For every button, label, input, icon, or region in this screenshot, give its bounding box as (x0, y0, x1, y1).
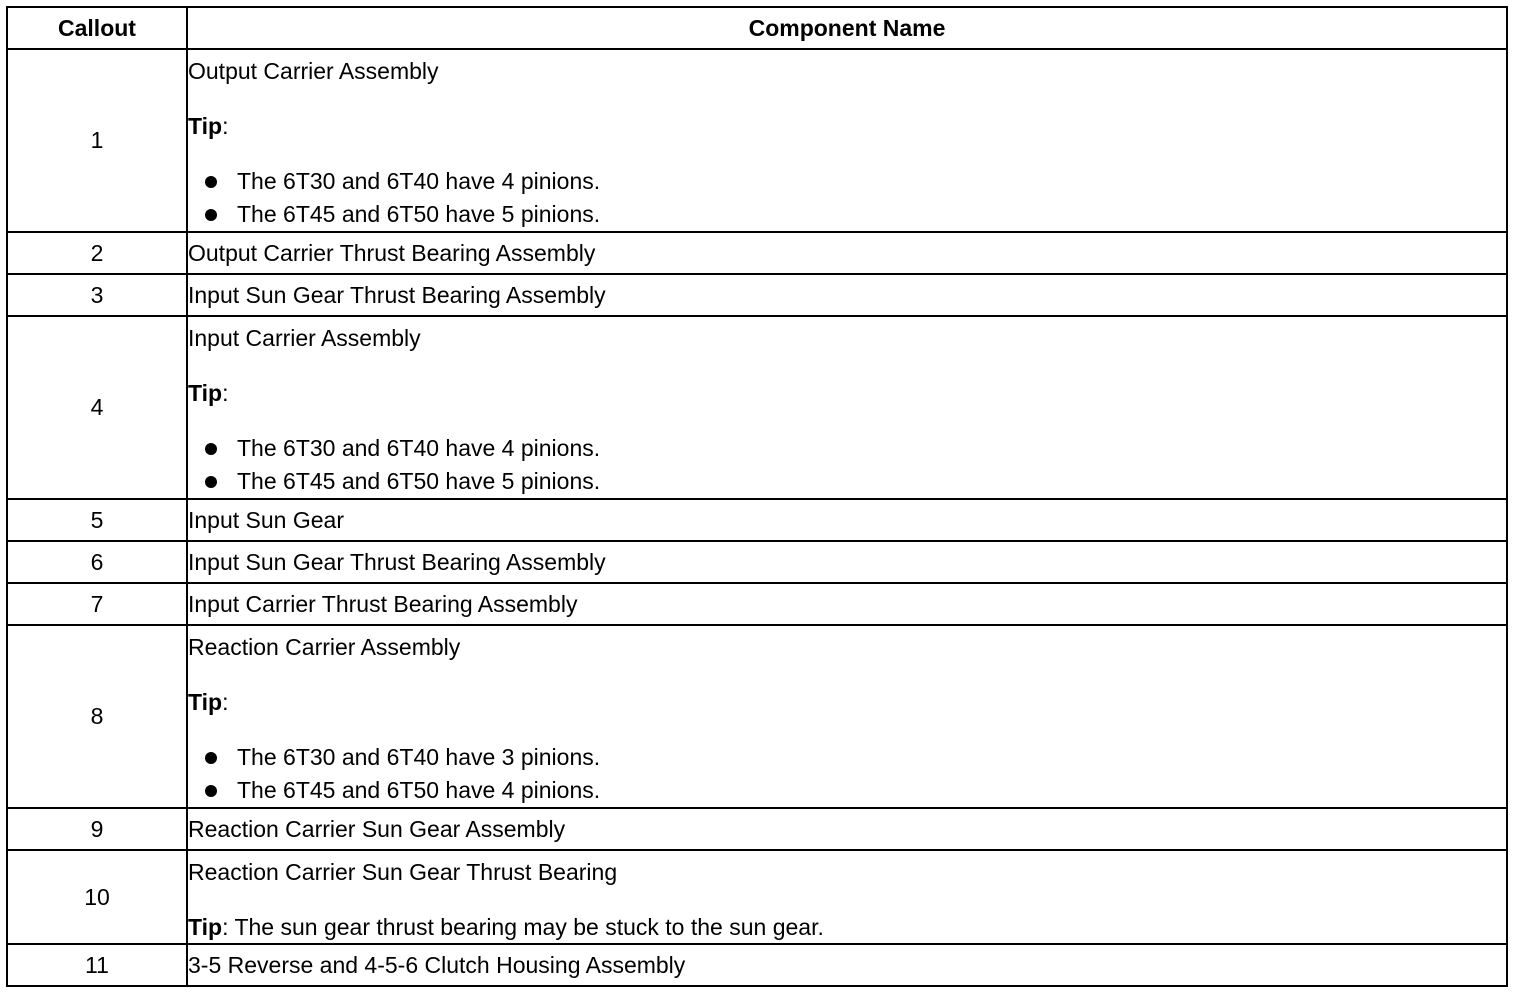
component-table (6, 6, 1508, 987)
callout-number: 2 (7, 232, 187, 274)
callout-number: 5 (7, 499, 187, 541)
bullet-list (188, 432, 1506, 498)
callout-number: 7 (7, 583, 187, 625)
tip-label: Tip (188, 113, 223, 139)
callout-header: Callout (7, 7, 187, 49)
table-row (7, 274, 1507, 316)
bullet-item (188, 741, 1506, 774)
component-name: Input Sun Gear Thrust Bearing Assembly (187, 541, 1507, 583)
bullet-item (188, 198, 1506, 231)
tip-label: Tip (188, 914, 223, 940)
bullet-icon (205, 443, 217, 455)
bullet-text: The 6T45 and 6T50 have 5 pinions. (237, 468, 601, 494)
table-row (7, 49, 1507, 232)
component-name: Input Carrier Assembly (188, 325, 421, 351)
tip-colon: : (222, 914, 229, 940)
callout-number: 4 (7, 316, 187, 499)
tip-text: The sun gear thrust bearing may be stuck to the sun gear. (234, 914, 824, 940)
bullet-list (188, 741, 1506, 807)
table-body (7, 49, 1507, 986)
component-name: Reaction Carrier Sun Gear Thrust Bearing (188, 859, 618, 885)
bullet-text: The 6T30 and 6T40 have 3 pinions. (237, 744, 601, 770)
table-row (7, 499, 1507, 541)
spacer (188, 718, 1506, 741)
tip-line (188, 110, 1506, 142)
tip-line (188, 377, 1506, 409)
component-name: Input Sun Gear (187, 499, 1507, 541)
bullet-text: The 6T45 and 6T50 have 4 pinions. (237, 777, 601, 803)
callout-number: 9 (7, 808, 187, 850)
spacer (188, 409, 1506, 432)
component-name-cell (187, 850, 1507, 944)
callout-number: 11 (7, 944, 187, 986)
bullet-text: The 6T45 and 6T50 have 5 pinions. (237, 201, 601, 227)
component-name-cell (187, 316, 1507, 499)
spacer (188, 142, 1506, 165)
bullet-item (188, 165, 1506, 198)
component-name-cell (187, 49, 1507, 232)
bullet-icon (205, 176, 217, 188)
callout-number: 8 (7, 625, 187, 808)
tip-colon: : (222, 689, 229, 715)
callout-number: 10 (7, 850, 187, 944)
tip-colon: : (222, 113, 229, 139)
bullet-list (188, 165, 1506, 231)
bullet-icon (205, 785, 217, 797)
tip-line (188, 911, 1506, 943)
table-header-row (7, 7, 1507, 49)
tip-label: Tip (188, 380, 223, 406)
table-row (7, 808, 1507, 850)
bullet-item (188, 465, 1506, 498)
spacer (188, 354, 1506, 377)
component-name: Input Sun Gear Thrust Bearing Assembly (187, 274, 1507, 316)
table-row (7, 541, 1507, 583)
component-name: Reaction Carrier Assembly (188, 634, 461, 660)
component-name: Reaction Carrier Sun Gear Assembly (187, 808, 1507, 850)
tip-colon: : (222, 380, 229, 406)
callout-number: 6 (7, 541, 187, 583)
bullet-text: The 6T30 and 6T40 have 4 pinions. (237, 168, 601, 194)
table-row (7, 316, 1507, 499)
bullet-item (188, 774, 1506, 807)
bullet-icon (205, 476, 217, 488)
table-row (7, 944, 1507, 986)
tip-label: Tip (188, 689, 223, 715)
component-name-header: Component Name (187, 7, 1507, 49)
bullet-icon (205, 752, 217, 764)
table-row (7, 625, 1507, 808)
tip-line (188, 686, 1506, 718)
callout-number: 1 (7, 49, 187, 232)
table-row (7, 583, 1507, 625)
component-name-cell (187, 625, 1507, 808)
callout-number: 3 (7, 274, 187, 316)
table-row (7, 850, 1507, 944)
bullet-text: The 6T30 and 6T40 have 4 pinions. (237, 435, 601, 461)
spacer (188, 663, 1506, 686)
spacer (188, 888, 1506, 911)
component-name: Input Carrier Thrust Bearing Assembly (187, 583, 1507, 625)
bullet-icon (205, 209, 217, 221)
table-row (7, 232, 1507, 274)
component-name: Output Carrier Assembly (188, 58, 439, 84)
component-name: Output Carrier Thrust Bearing Assembly (187, 232, 1507, 274)
component-name: 3-5 Reverse and 4-5-6 Clutch Housing Assembly (187, 944, 1507, 986)
spacer (188, 87, 1506, 110)
bullet-item (188, 432, 1506, 465)
